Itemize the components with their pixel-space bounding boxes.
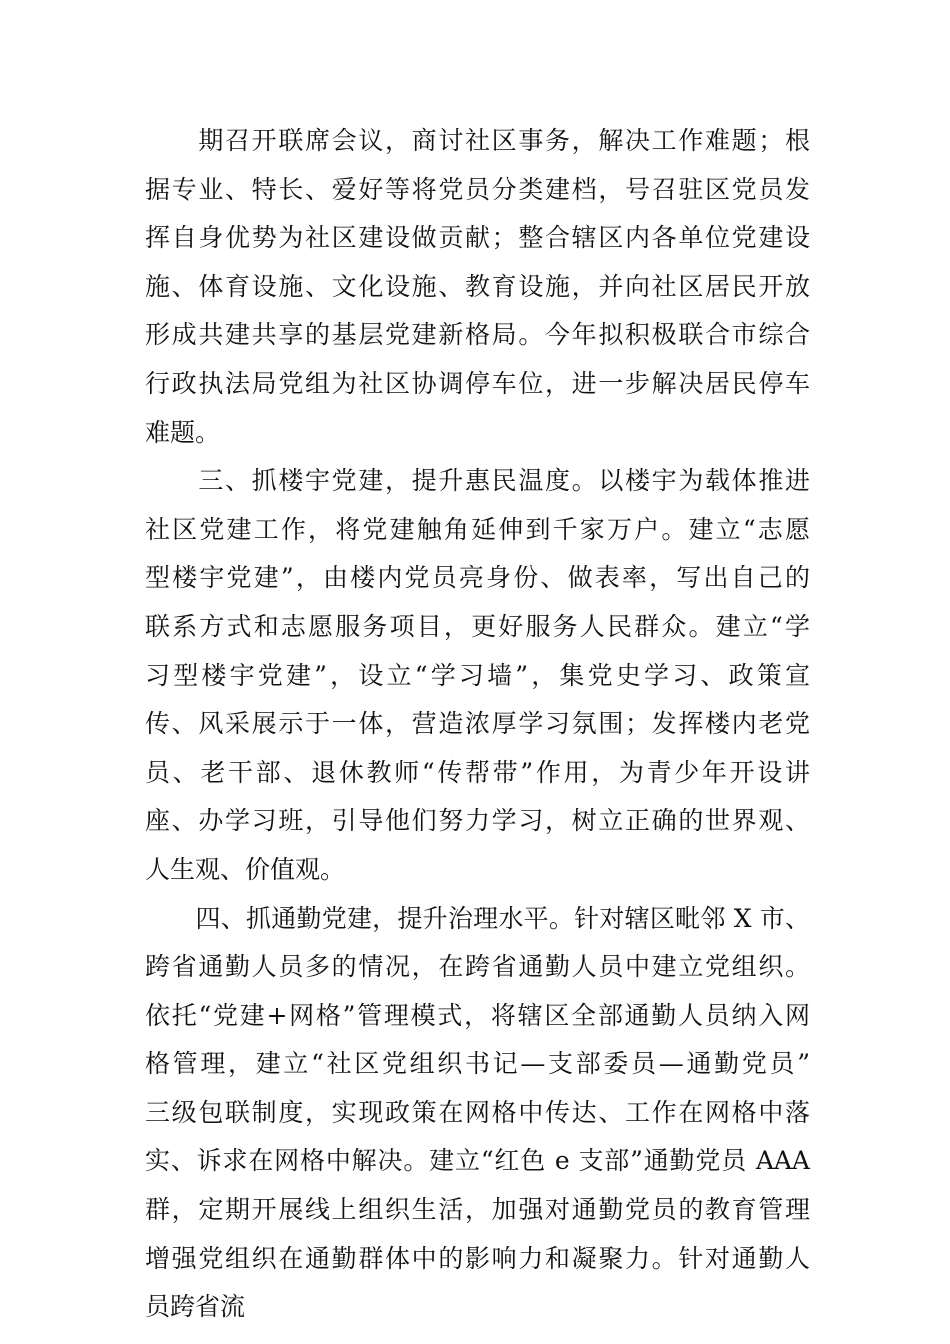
text-line: 依托“党建+网格”管理模式，将辖区全部通勤人员纳入网 bbox=[145, 1000, 810, 1030]
text-line: 座、办学习班，引导他们努力学习，树立正确的世界观、 bbox=[145, 806, 810, 836]
text-line: 人生观、价值观。 bbox=[145, 854, 346, 884]
text-line: 期召开联席会议，商讨社区事务，解决工作难题；根 bbox=[145, 126, 810, 155]
text-line: 型楼宇党建”，由楼内党员亮身份、做表率，写出自己的 bbox=[145, 563, 810, 593]
text-line: 施、体育设施、文化设施、教育设施，并向社区居民开放 bbox=[145, 271, 810, 301]
text-line: 群，定期开展线上组织生活，加强对通勤党员的教育管理 bbox=[145, 1195, 810, 1225]
body-text bbox=[145, 117, 810, 1332]
text-line: 三级包联制度，实现政策在网格中传达、工作在网格中落 bbox=[145, 1097, 810, 1127]
text-line: 跨省通勤人员多的情况，在跨省通勤人员中建立党组织。 bbox=[145, 952, 810, 982]
text-line: 挥自身优势为社区建设做贡献；整合辖区内各单位党建设 bbox=[145, 223, 810, 253]
text-line: 四、抓通勤党建，提升治理水平。针对辖区毗邻 X 市、 bbox=[145, 903, 810, 933]
text-line: 联系方式和志愿服务项目，更好服务人民群众。建立“学 bbox=[145, 611, 810, 641]
text-line: 据专业、特长、爱好等将党员分类建档，号召驻区党员发 bbox=[145, 174, 810, 204]
text-line: 习型楼宇党建”，设立“学习墙”，集党史学习、政策宣 bbox=[145, 660, 810, 690]
text-line: 增强党组织在通勤群体中的影响力和凝聚力。针对通勤人 bbox=[145, 1243, 810, 1273]
text-line: 实、诉求在网格中解决。建立“红色 e 支部”通勤党员 AAA bbox=[145, 1146, 810, 1176]
text-line: 社区党建工作，将党建触角延伸到千家万户。建立“志愿 bbox=[145, 514, 810, 544]
text-line: 员跨省流 bbox=[145, 1292, 246, 1322]
text-line: 三、抓楼宇党建，提升惠民温度。以楼宇为载体推进 bbox=[145, 466, 810, 496]
text-line: 行政执法局党组为社区协调停车位，进一步解决居民停车 bbox=[145, 368, 810, 398]
text-line: 员、老干部、退休教师“传帮带”作用，为青少年开设讲 bbox=[145, 757, 810, 787]
text-line: 格管理，建立“社区党组织书记—支部委员—通勤党员” bbox=[145, 1049, 810, 1079]
text-line: 传、风采展示于一体，营造浓厚学习氛围；发挥楼内老党 bbox=[145, 709, 810, 739]
text-line: 形成共建共享的基层党建新格局。今年拟积极联合市综合 bbox=[145, 320, 810, 350]
text-line: 难题。 bbox=[145, 417, 221, 447]
